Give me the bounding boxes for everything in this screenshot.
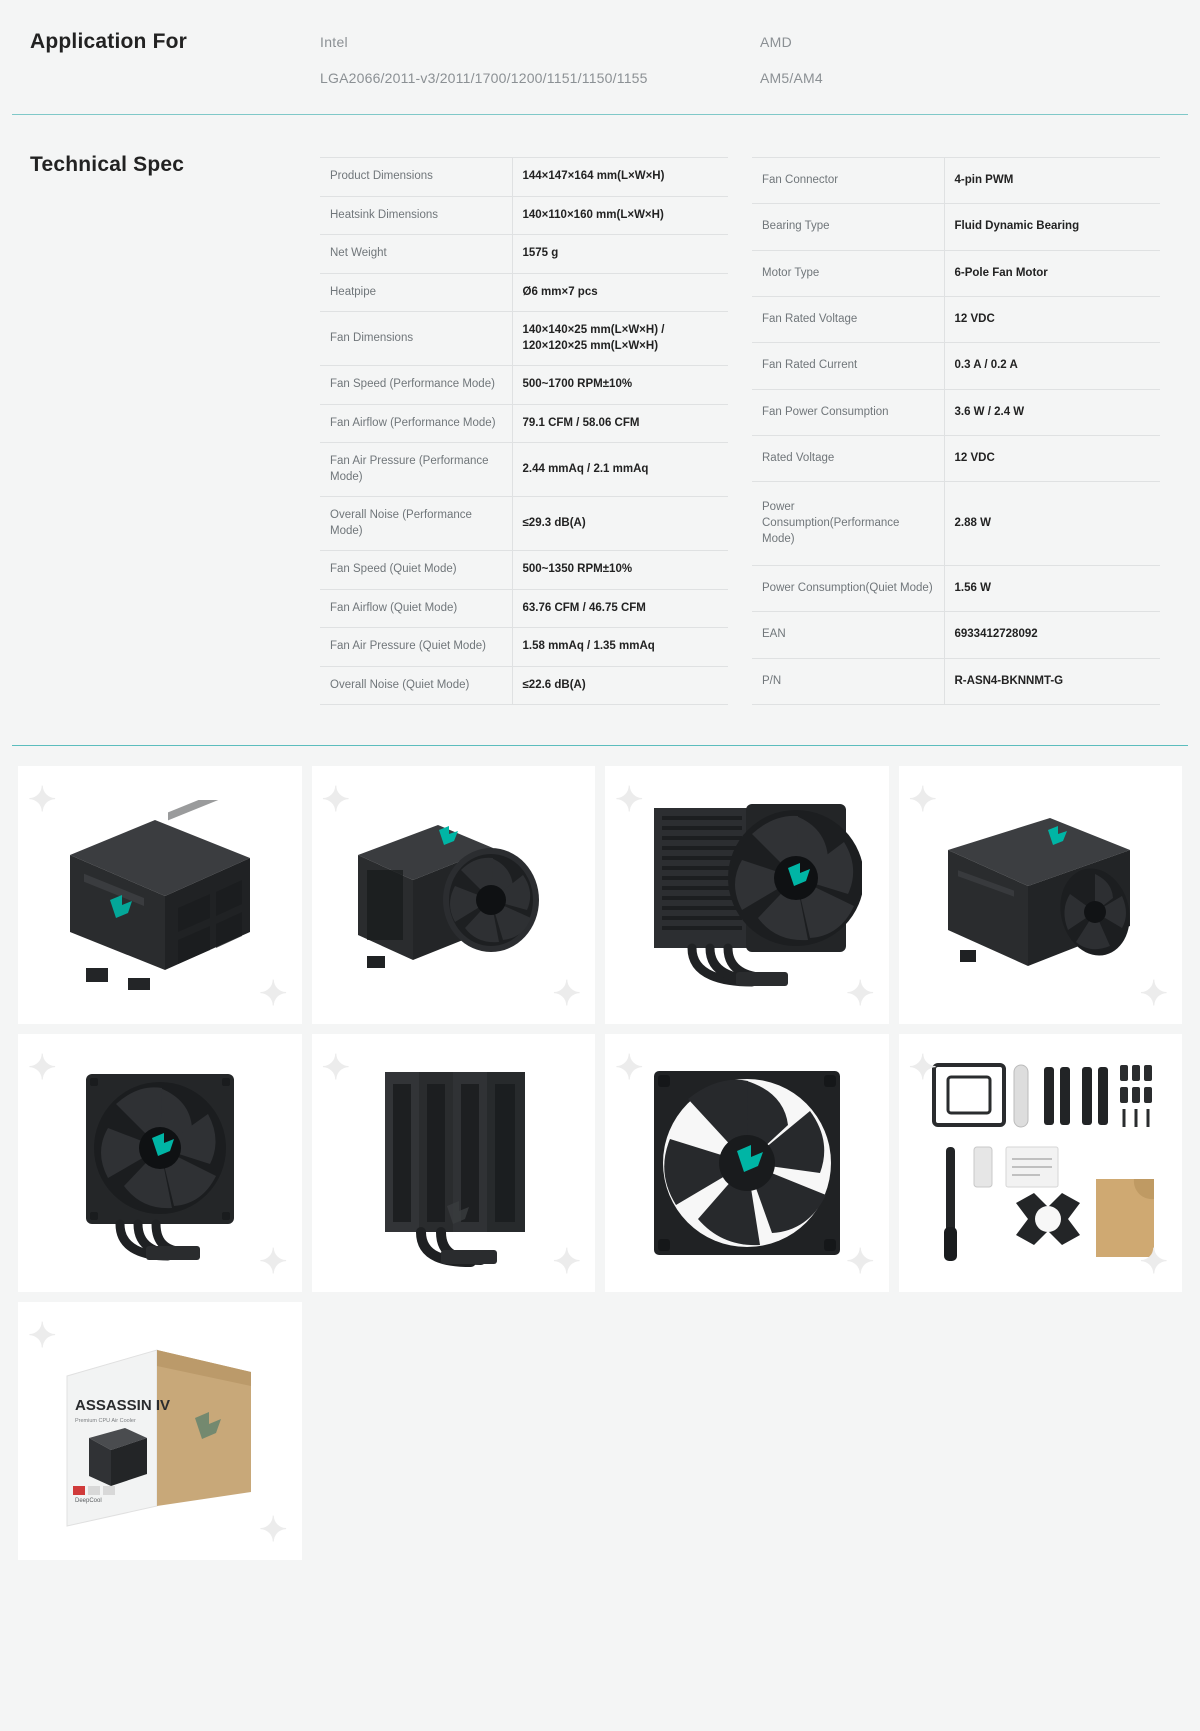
- spec-key: Net Weight: [320, 235, 512, 274]
- spec-value: ≤29.3 dB(A): [512, 497, 728, 551]
- table-row: [320, 666, 728, 705]
- watermark: ✦: [552, 975, 581, 1014]
- box-product-name: ASSASSIN IV: [74, 1397, 170, 1415]
- watermark: ✦: [321, 1049, 350, 1088]
- gallery-tile-mounting-accessories[interactable]: [899, 1034, 1183, 1292]
- spec-value: 63.76 CFM / 46.75 CFM: [512, 589, 728, 628]
- table-row: [752, 482, 1160, 566]
- retail-box-image: [45, 1326, 275, 1536]
- watermark: ✦: [1139, 975, 1168, 1014]
- spec-value: 79.1 CFM / 58.06 CFM: [512, 404, 728, 443]
- table-row: [320, 158, 728, 197]
- spec-value: 3.6 W / 2.4 W: [944, 389, 1160, 435]
- watermark: ✦: [28, 1049, 57, 1088]
- table-row: [320, 366, 728, 405]
- spec-key: Fan Rated Voltage: [752, 297, 944, 343]
- spec-value: 6933412728092: [944, 612, 1160, 658]
- table-row: [752, 612, 1160, 658]
- table-row: [320, 443, 728, 497]
- platform-amd: [760, 34, 1080, 86]
- spec-key: Heatsink Dimensions: [320, 196, 512, 235]
- spec-key: Fan Power Consumption: [752, 389, 944, 435]
- watermark: ✦: [846, 1243, 875, 1282]
- gallery-tile-cooler-angle-front-left[interactable]: [18, 766, 302, 1024]
- platform-intel: [320, 34, 760, 86]
- gallery-tile-cooler-front-fan[interactable]: [605, 766, 889, 1024]
- spec-value: 6-Pole Fan Motor: [944, 250, 1160, 296]
- spec-key: Fan Dimensions: [320, 312, 512, 366]
- technical-spec-section: [0, 115, 1200, 745]
- table-row: [752, 343, 1160, 389]
- spec-key: Rated Voltage: [752, 436, 944, 482]
- spec-key: Motor Type: [752, 250, 944, 296]
- gallery-empty-slot: [605, 1302, 889, 1560]
- spec-key: Overall Noise (Quiet Mode): [320, 666, 512, 705]
- table-row: [320, 404, 728, 443]
- spec-value: 500~1700 RPM±10%: [512, 366, 728, 405]
- spec-key: Fan Speed (Quiet Mode): [320, 551, 512, 590]
- spec-table-left: [320, 157, 728, 705]
- platform-intel-name: Intel: [320, 34, 348, 50]
- technical-spec-title: Technical Spec: [30, 153, 185, 176]
- spec-tables: [320, 153, 1170, 705]
- gallery-tile-retail-box[interactable]: [18, 1302, 302, 1560]
- spec-key: Overall Noise (Performance Mode): [320, 497, 512, 551]
- spec-value: 140×110×160 mm(L×W×H): [512, 196, 728, 235]
- spec-value: 140×140×25 mm(L×W×H) / 120×120×25 mm(L×W×H): [512, 312, 728, 366]
- spec-value: 500~1350 RPM±10%: [512, 551, 728, 590]
- gallery-grid-row-2: [18, 1034, 1182, 1292]
- cooler-rear-view-image: [343, 1058, 563, 1268]
- spec-value: 4-pin PWM: [944, 158, 1160, 204]
- gallery-tile-single-fan-140mm[interactable]: [605, 1034, 889, 1292]
- spec-key: Fan Rated Current: [752, 343, 944, 389]
- spec-key: Fan Airflow (Quiet Mode): [320, 589, 512, 628]
- gallery-grid-row-3: [18, 1302, 1182, 1560]
- table-row: [320, 235, 728, 274]
- watermark: ✦: [259, 1243, 288, 1282]
- table-row: [752, 436, 1160, 482]
- spec-key: EAN: [752, 612, 944, 658]
- watermark: ✦: [321, 781, 350, 820]
- box-product-subtitle: Premium CPU Air Cooler: [74, 1418, 136, 1425]
- watermark: ✦: [552, 1243, 581, 1282]
- spec-key: P/N: [752, 658, 944, 704]
- spec-key: Power Consumption(Quiet Mode): [752, 566, 944, 612]
- spec-value: 144×147×164 mm(L×W×H): [512, 158, 728, 197]
- spec-key: Fan Air Pressure (Quiet Mode): [320, 628, 512, 667]
- platform-amd-name: AMD: [760, 34, 793, 50]
- spec-key: Power Consumption(Performance Mode): [752, 482, 944, 566]
- spec-value: 2.44 mmAq / 2.1 mmAq: [512, 443, 728, 497]
- spec-value: 1.56 W: [944, 566, 1160, 612]
- watermark: ✦: [28, 781, 57, 820]
- watermark: ✦: [615, 1049, 644, 1088]
- spec-value: ≤22.6 dB(A): [512, 666, 728, 705]
- spec-table-right: [752, 157, 1160, 705]
- cooler-front-fan-image: [632, 790, 862, 1000]
- table-row: [752, 658, 1160, 704]
- spec-value: 0.3 A / 0.2 A: [944, 343, 1160, 389]
- spec-key: Fan Speed (Performance Mode): [320, 366, 512, 405]
- platform-amd-sockets: AM5/AM4: [760, 70, 823, 86]
- table-row: [320, 273, 728, 312]
- table-row: [320, 312, 728, 366]
- watermark: ✦: [259, 1511, 288, 1550]
- spec-value: 12 VDC: [944, 436, 1160, 482]
- spec-key: Fan Air Pressure (Performance Mode): [320, 443, 512, 497]
- watermark: ✦: [908, 1049, 937, 1088]
- watermark: ✦: [846, 975, 875, 1014]
- application-for-title: Application For: [30, 30, 187, 53]
- mounting-accessories-image: [920, 1051, 1160, 1276]
- gallery-grid-row-1: [18, 766, 1182, 1024]
- table-row: [752, 204, 1160, 250]
- table-row: [752, 250, 1160, 296]
- watermark: ✦: [28, 1317, 57, 1356]
- watermark: ✦: [908, 781, 937, 820]
- table-row: [752, 566, 1160, 612]
- table-row: [320, 196, 728, 235]
- product-gallery: [0, 746, 1200, 1590]
- spec-value: 1.58 mmAq / 1.35 mmAq: [512, 628, 728, 667]
- watermark: ✦: [615, 781, 644, 820]
- spec-key: Heatpipe: [320, 273, 512, 312]
- spec-value: 12 VDC: [944, 297, 1160, 343]
- spec-key: Bearing Type: [752, 204, 944, 250]
- watermark: ✦: [1139, 1243, 1168, 1282]
- gallery-tile-cooler-rear-view[interactable]: [312, 1034, 596, 1292]
- cooler-angle-fan-right-image: [343, 800, 563, 990]
- application-for-section: [0, 0, 1200, 114]
- cooler-angle-front-left-image: [50, 800, 270, 990]
- gallery-tile-cooler-angle-fan-right[interactable]: [312, 766, 596, 1024]
- spec-value: 1575 g: [512, 235, 728, 274]
- gallery-empty-slot: [899, 1302, 1183, 1560]
- cooler-angle-top-rear-image: [930, 800, 1150, 990]
- table-row: [752, 158, 1160, 204]
- table-row: [320, 497, 728, 551]
- spec-value: 2.88 W: [944, 482, 1160, 566]
- spec-value: R-ASN4-BKNNMT-G: [944, 658, 1160, 704]
- table-row: [752, 389, 1160, 435]
- watermark: ✦: [259, 975, 288, 1014]
- table-row: [320, 589, 728, 628]
- gallery-tile-cooler-angle-top-rear[interactable]: [899, 766, 1183, 1024]
- table-row: [320, 628, 728, 667]
- spec-key: Fan Airflow (Performance Mode): [320, 404, 512, 443]
- table-row: [752, 297, 1160, 343]
- platform-intel-sockets: LGA2066/2011-v3/2011/1700/1200/1151/1150/1155: [320, 70, 648, 86]
- cooler-front-fan-heatpipes-image: [50, 1058, 270, 1268]
- box-brand: DeepCool: [74, 1498, 102, 1505]
- gallery-tile-cooler-front-fan-heatpipes[interactable]: [18, 1034, 302, 1292]
- table-row: [320, 551, 728, 590]
- spec-key: Fan Connector: [752, 158, 944, 204]
- platform-list: [320, 30, 1170, 86]
- single-fan-140mm-image: [642, 1063, 852, 1263]
- gallery-empty-slot: [312, 1302, 596, 1560]
- spec-value: Fluid Dynamic Bearing: [944, 204, 1160, 250]
- spec-value: Ø6 mm×7 pcs: [512, 273, 728, 312]
- spec-key: Product Dimensions: [320, 158, 512, 197]
